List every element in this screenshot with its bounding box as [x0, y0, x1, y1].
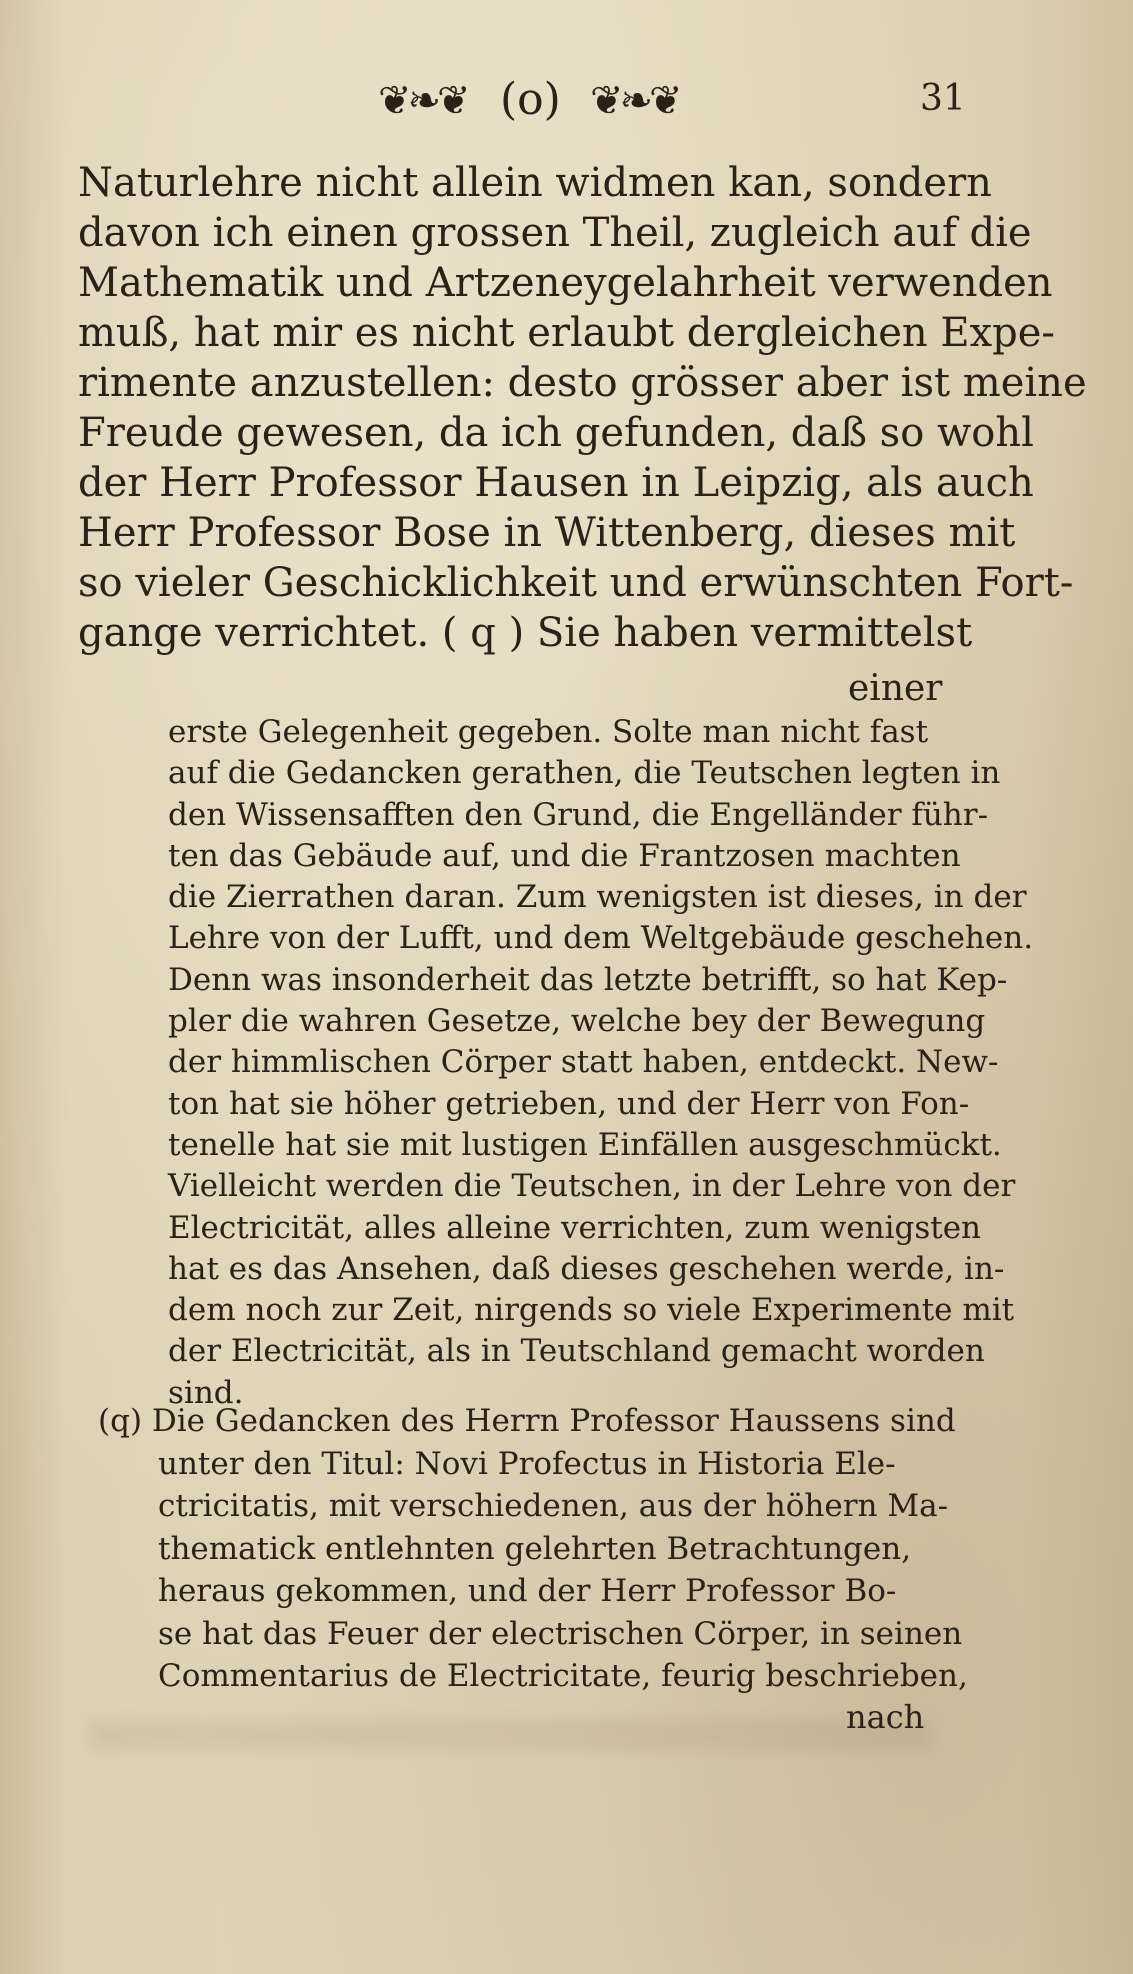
footnote-line: Lehre von der Lufft, und dem Weltgebäude geschehen. — [168, 920, 1034, 957]
main-text-line: rimente anzustellen: desto grösser aber ist meine — [78, 360, 1087, 406]
footnote-line: Denn was insonderheit das letzte betrifft, so hat Kep- — [168, 961, 1008, 998]
footnote-line: ten das Gebäude auf, und die Frantzosen machten — [168, 837, 961, 874]
page-header — [0, 74, 1133, 138]
main-text-line: Mathematik und Artzeneygelahrheit verwenden — [78, 260, 1053, 306]
footnote-line: der Electricität, als in Teutschland gemacht worden — [168, 1333, 985, 1370]
footnote-line: die Zierrathen daran. Zum wenigsten ist dieses, in der — [168, 879, 1027, 916]
footnote-q-block — [98, 1400, 968, 1698]
footnote-line: Electricität, alles alleine verrichten, zum wenigsten — [168, 1209, 982, 1246]
footnote-q-line: unter den Titul: Novi Profectus in Historia Ele- — [158, 1445, 896, 1482]
main-text-line: Freude gewesen, da ich gefunden, daß so wohl — [78, 410, 1034, 456]
footnote-continued-block — [168, 712, 1034, 1414]
footnote-line: ton hat sie höher getrieben, und der Herr von Fon- — [168, 1085, 970, 1122]
footnote-line: Vielleicht werden die Teutschen, in der Lehre von der — [168, 1168, 1016, 1205]
footnote-line: den Wissensafften den Grund, die Engelländer führ- — [168, 796, 989, 833]
right-ornament-icon: ❦❧❦ — [590, 78, 679, 124]
main-text-line: der Herr Professor Hausen in Leipzig, als auch — [78, 460, 1034, 506]
footnote-line: auf die Gedancken gerathen, die Teutschen legten in — [168, 755, 1001, 792]
left-ornament-icon: ❦❧❦ — [378, 78, 467, 124]
footnote-q-line: thematick entlehnten gelehrten Betrachtungen, — [158, 1530, 912, 1567]
main-text-line: Herr Professor Bose in Wittenberg, dieses mit — [78, 510, 1016, 556]
footnote-q-line: ctricitatis, mit verschiedenen, aus der höhern Ma- — [158, 1488, 949, 1524]
footnote-line: hat es das Ansehen, daß dieses geschehen werde, in- — [168, 1250, 1005, 1287]
main-catchword: einer — [848, 668, 943, 709]
main-text-block — [78, 158, 1087, 658]
footnote-line: pler die wahren Gesetze, welche bey der Bewegung — [168, 1003, 986, 1040]
main-text-line: Naturlehre nicht allein widmen kan, sondern — [78, 160, 992, 206]
footnote-line: dem noch zur Zeit, nirgends so viele Experimente mit — [168, 1292, 1015, 1329]
main-text-line: davon ich einen grossen Theil, zugleich auf die — [78, 210, 1032, 256]
main-text-line: muß, hat mir es nicht erlaubt dergleichen Expe- — [78, 310, 1055, 356]
main-text-line: gange verrichtet. ( q ) Sie haben vermittelst — [78, 610, 973, 656]
bleed-through-shadow — [90, 1720, 930, 1750]
footnote-q-line: (q) Die Gedancken des Herrn Professor Haussens sind — [98, 1403, 956, 1439]
footnote-q-line: Commentarius de Electricitate, feurig beschrieben, — [158, 1658, 968, 1694]
page-number: 31 — [920, 78, 966, 119]
footnote-q-line: se hat das Feuer der electrischen Cörper, in seinen — [158, 1615, 963, 1652]
signature-mark: (o) — [500, 74, 561, 125]
footnote-catchword: nach — [846, 1698, 925, 1736]
footnote-line: der himmlischen Cörper statt haben, entdeckt. New- — [168, 1044, 999, 1081]
main-text-line: so vieler Geschicklichkeit und erwünschten Fort- — [78, 560, 1074, 606]
footnote-line: sind. — [168, 1374, 244, 1411]
footnote-line: erste Gelegenheit gegeben. Solte man nicht fast — [168, 714, 929, 750]
footnote-line: tenelle hat sie mit lustigen Einfällen ausgeschmückt. — [168, 1126, 1002, 1163]
footnote-q-line: heraus gekommen, und der Herr Professor Bo- — [158, 1573, 897, 1609]
